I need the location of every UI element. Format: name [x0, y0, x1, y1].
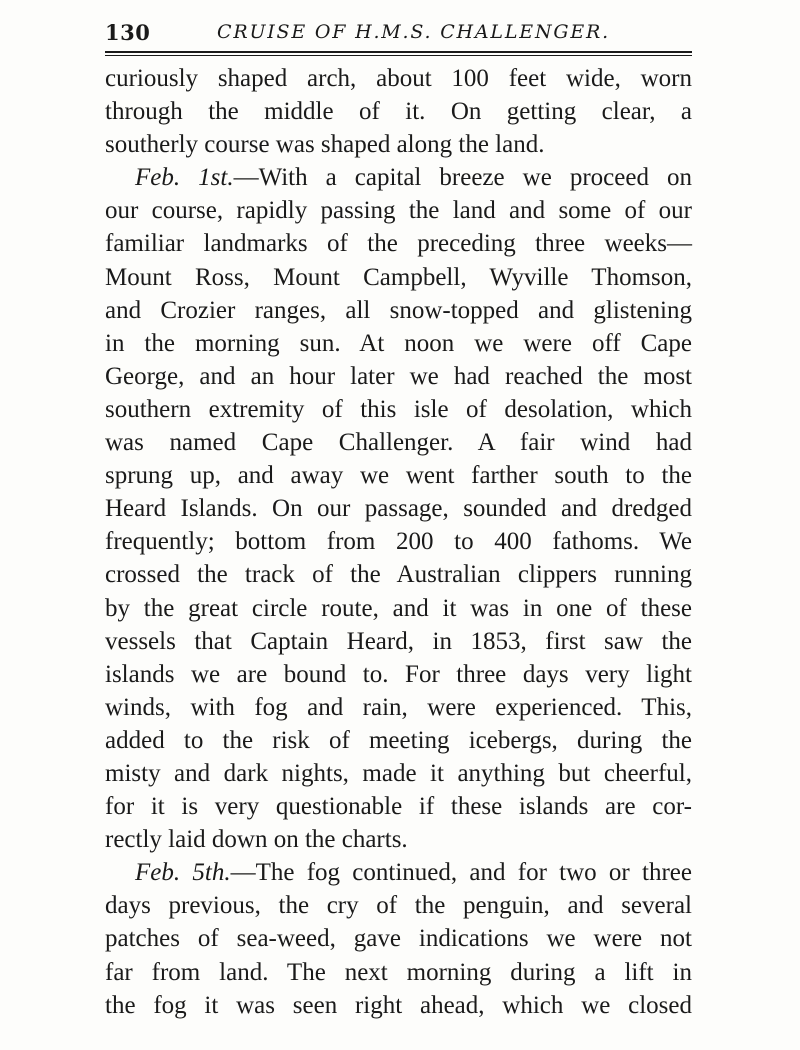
entry-first-line: Feb. 1st.—With a capital breeze we proceed on: [135, 164, 693, 192]
text-line: for it is very questionable if these islands are cor-: [105, 793, 692, 821]
text-line: by the great circle route, and it was in one of these: [105, 594, 692, 622]
entry-first-line: Feb. 5th.—The fog continued, and for two or three: [135, 859, 692, 887]
text-line: was named Cape Challenger. A fair wind had: [105, 429, 692, 457]
text-line: sprung up, and away we went farther south to the: [105, 462, 692, 490]
page-number: 130: [105, 20, 151, 45]
text-line: Heard Islands. On our passage, sounded and dredged: [105, 495, 692, 523]
paragraph-end-line: southerly course was shaped along the land.: [105, 131, 545, 159]
text-line: familiar landmarks of the preceding three weeks—: [105, 230, 692, 258]
running-title: CRUISE OF H.M.S. CHALLENGER.: [217, 21, 610, 43]
entry-date: Feb. 5th.: [135, 859, 231, 887]
text-line: our course, rapidly passing the land and some of our: [105, 197, 692, 225]
text-line: George, and an hour later we had reached the most: [105, 362, 692, 390]
text-line: misty and dark nights, made it anything but cheerful,: [105, 759, 692, 787]
text-line: far from land. The next morning during a lift in: [105, 958, 692, 986]
text-line: and Crozier ranges, all snow-topped and glistening: [105, 296, 692, 324]
text-line: through the middle of it. On getting clear, a: [105, 98, 692, 126]
header-rule-thin: [105, 55, 692, 56]
text-line: southern extremity of this isle of desolation, which: [105, 395, 692, 423]
text-line: the fog it was seen right ahead, which we closed: [105, 991, 692, 1019]
text-line: vessels that Captain Heard, in 1853, first saw the: [105, 627, 692, 655]
header-rule-thick: [105, 51, 692, 53]
text-line: winds, with fog and rain, were experienced. This,: [105, 693, 692, 721]
text-line: patches of sea-weed, gave indications we were not: [105, 925, 692, 953]
text-line: added to the risk of meeting icebergs, during the: [105, 726, 692, 754]
body-text: [105, 62, 692, 1022]
text-line: islands we are bound to. For three days very light: [105, 660, 692, 688]
text-line: curiously shaped arch, about 100 feet wide, worn: [105, 65, 692, 92]
running-head: [105, 18, 692, 48]
text-line: crossed the track of the Australian clippers running: [105, 561, 692, 589]
text-line: in the morning sun. At noon we were off Cape: [105, 329, 692, 357]
text-line: frequently; bottom from 200 to 400 fathoms. We: [105, 528, 692, 556]
text-line: Mount Ross, Mount Campbell, Wyville Thomson,: [105, 263, 692, 291]
text-line: days previous, the cry of the penguin, and several: [105, 892, 692, 920]
paragraph-end-line: rectly laid down on the charts.: [105, 826, 408, 854]
entry-date: Feb. 1st.: [135, 164, 234, 192]
